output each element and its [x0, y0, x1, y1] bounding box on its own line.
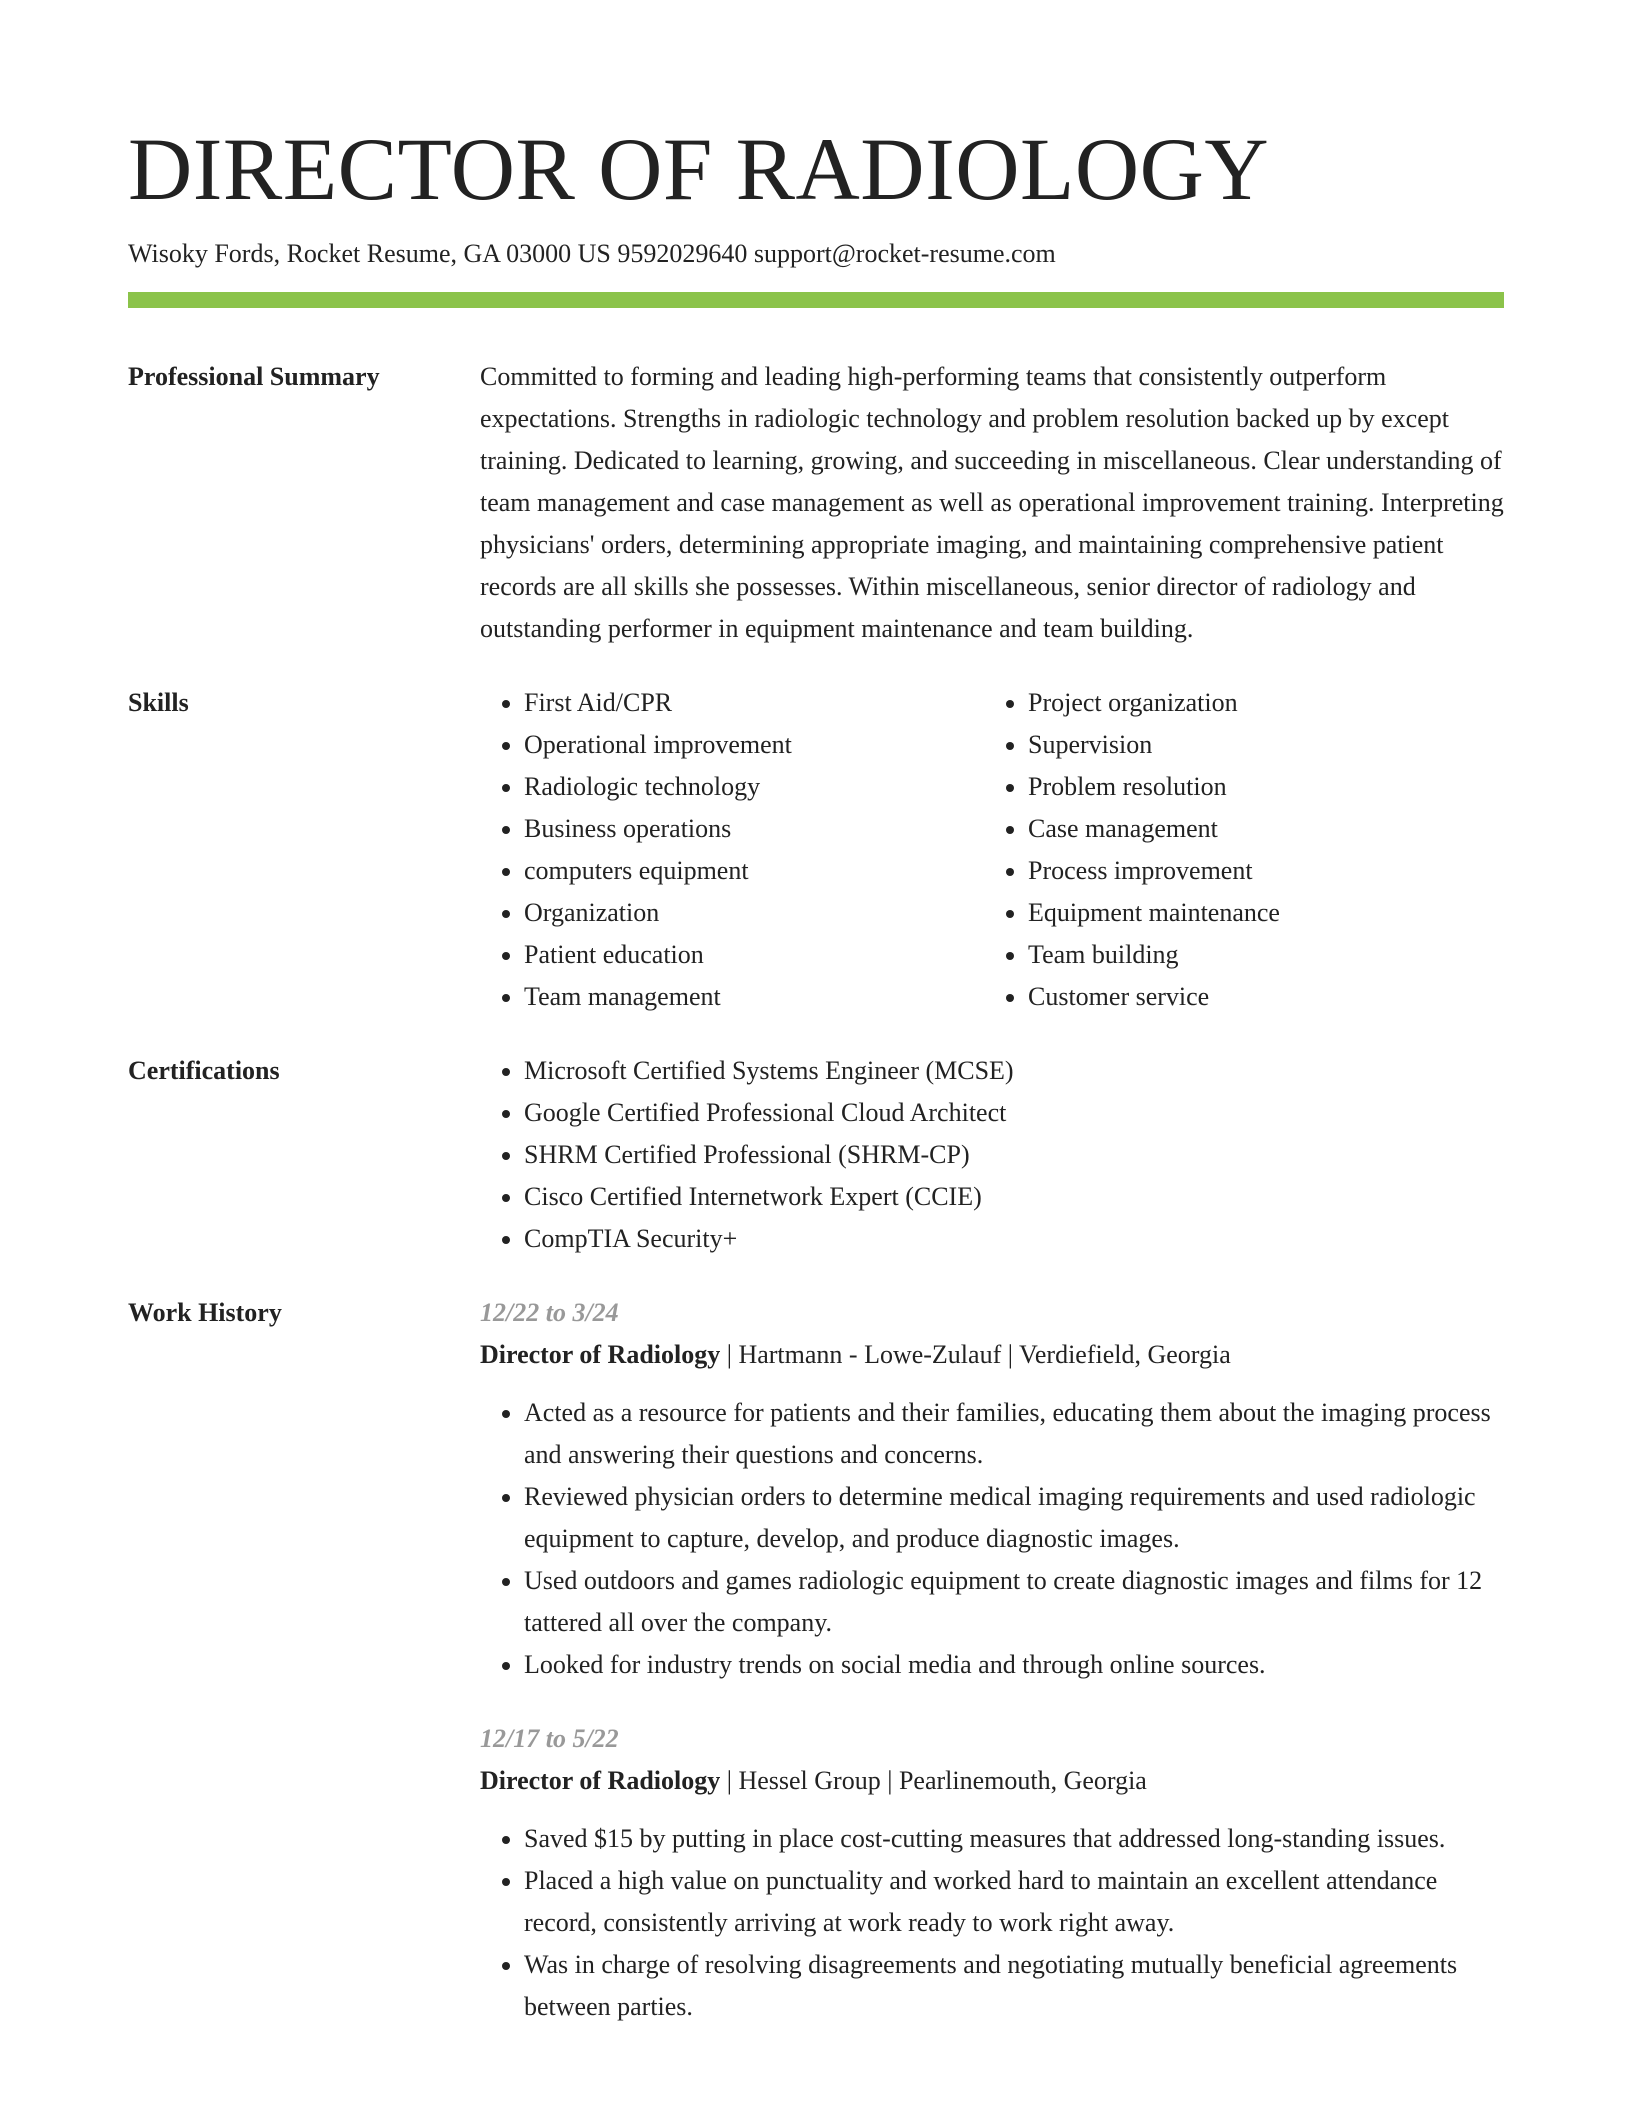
summary-text: Committed to forming and leading high-performing teams that consistently outperform expectations. Strengths in radiologic technology and problem resolution backed up by except training. Dedicated to learning, growing, and succeeding in miscellaneous. Clear understanding of team management and case management as well as operational improvement training. Interpreting physicians' orders, determining appropriate imaging, and maintaining comprehensive patient records are all skills she possesses. Within miscellaneous, senior director of radiology and outstanding performer in equipment maintenance and team building. — [480, 362, 1504, 643]
certification-item: • CompTIA Security+ — [524, 1218, 1504, 1260]
certifications-section — [128, 1050, 1504, 1260]
certifications-list — [480, 1050, 1504, 1260]
work-history-heading: Work History — [128, 1298, 282, 1327]
summary-heading: Professional Summary — [128, 362, 380, 391]
job-bullet: • Used outdoors and games radiologic equipment to create diagnostic images and films for 12 tattered all over the company. — [524, 1560, 1504, 1644]
contact-line — [128, 236, 1504, 272]
skills-list-left — [480, 682, 984, 1018]
job-bullet: • Acted as a resource for patients and their families, educating them about the imaging process and answering their questions and concerns. — [524, 1392, 1504, 1476]
skill-item: • Team management — [524, 976, 984, 1018]
skill-item: • Radiologic technology — [524, 766, 984, 808]
work-history-section — [128, 1292, 1504, 2028]
skill-item: • First Aid/CPR — [524, 682, 984, 724]
skills-heading: Skills — [128, 688, 189, 717]
skill-item: • computers equipment — [524, 850, 984, 892]
summary-section — [128, 356, 1504, 650]
certifications-heading: Certifications — [128, 1056, 280, 1085]
job-dates: 12/17 to 5/22 — [480, 1724, 619, 1753]
skill-item: • Operational improvement — [524, 724, 984, 766]
skill-item: • Patient education — [524, 934, 984, 976]
job-dates: 12/22 to 3/24 — [480, 1298, 619, 1327]
job-location: | Pearlinemouth, Georgia — [881, 1766, 1147, 1795]
skill-item: • Customer service — [1028, 976, 1488, 1018]
job-title: Director of Radiology — [480, 1340, 721, 1369]
job-header — [480, 1760, 1504, 1802]
job-header — [480, 1334, 1504, 1376]
job-company: | Hartmann - Lowe-Zulauf — [720, 1340, 1001, 1369]
job-title: Director of Radiology — [480, 1766, 721, 1795]
job-bullet: • Saved $15 by putting in place cost-cutting measures that addressed long-standing issues. — [524, 1818, 1504, 1860]
accent-divider — [128, 292, 1504, 308]
skill-item: • Business operations — [524, 808, 984, 850]
contact-address: Wisoky Fords, Rocket Resume, GA 03000 US — [128, 239, 611, 268]
skill-item: • Problem resolution — [1028, 766, 1488, 808]
contact-email: support@rocket-resume.com — [753, 239, 1056, 268]
job-bullet: • Looked for industry trends on social media and through online sources. — [524, 1644, 1504, 1686]
resume-page — [128, 118, 1504, 2028]
skill-item: • Equipment maintenance — [1028, 892, 1488, 934]
skill-item: • Project organization — [1028, 682, 1488, 724]
job-bullet: • Reviewed physician orders to determine medical imaging requirements and used radiologic equipment to capture, develop, and produce diagnostic images. — [524, 1476, 1504, 1560]
certification-item: • Google Certified Professional Cloud Architect — [524, 1092, 1504, 1134]
job-bullets — [480, 1818, 1504, 2028]
skill-item: • Process improvement — [1028, 850, 1488, 892]
skill-item: • Supervision — [1028, 724, 1488, 766]
resume-title: DIRECTOR OF RADIOLOGY — [128, 121, 1270, 219]
certification-item: • Cisco Certified Internetwork Expert (CCIE) — [524, 1176, 1504, 1218]
job-entry — [480, 1292, 1504, 1686]
skills-list-right — [984, 682, 1488, 1018]
job-bullet: • Placed a high value on punctuality and worked hard to maintain an excellent attendance record, consistently arriving at work ready to work right away. — [524, 1860, 1504, 1944]
job-company: | Hessel Group — [720, 1766, 880, 1795]
skills-section — [128, 682, 1504, 1018]
job-bullet: • Was in charge of resolving disagreements and negotiating mutually beneficial agreements between parties. — [524, 1944, 1504, 2028]
skill-item: • Case management — [1028, 808, 1488, 850]
job-bullets — [480, 1392, 1504, 1686]
skill-item: • Organization — [524, 892, 984, 934]
job-location: | Verdiefield, Georgia — [1001, 1340, 1231, 1369]
certification-item: • SHRM Certified Professional (SHRM-CP) — [524, 1134, 1504, 1176]
job-entry — [480, 1718, 1504, 2028]
skill-item: • Team building — [1028, 934, 1488, 976]
certification-item: • Microsoft Certified Systems Engineer (MCSE) — [524, 1050, 1504, 1092]
contact-phone: 9592029640 — [617, 239, 748, 268]
